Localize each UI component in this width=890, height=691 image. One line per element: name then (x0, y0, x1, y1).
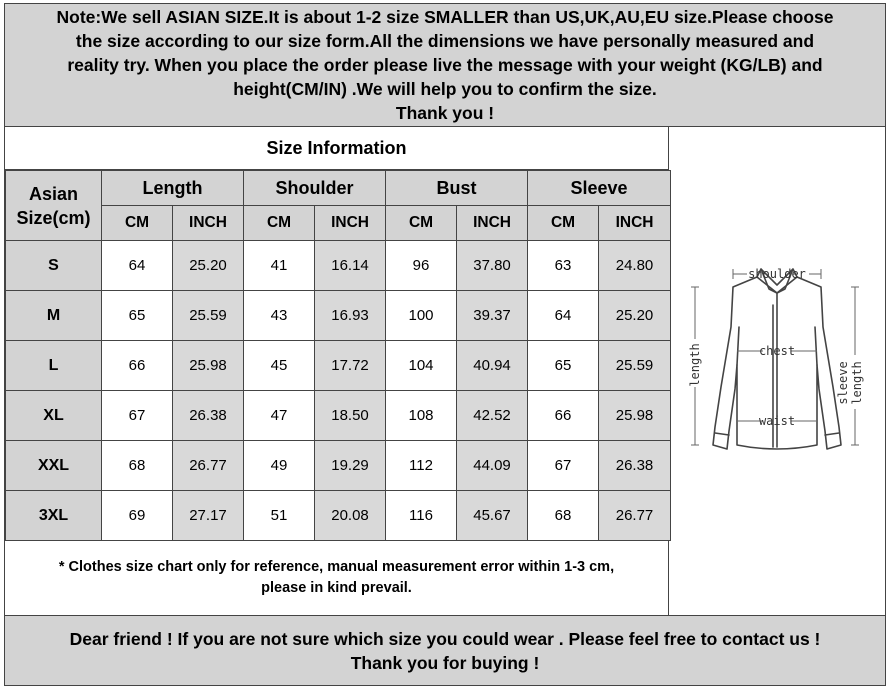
size-table-title: Size Information (5, 127, 669, 170)
note-line: the size according to our size form.All the dimensions we have personally measured and (75, 31, 815, 51)
footnote-line: * Clothes size chart only for reference, manual measurement error within 1-3 cm, (58, 559, 615, 575)
size-value: 27.17 (173, 491, 244, 541)
size-label: XXL (6, 441, 102, 491)
note-line: reality try. When you place the order please live the message with your weight (KG/LB) and (67, 55, 823, 75)
size-value: 25.98 (173, 341, 244, 391)
footnote-line: please in kind prevail. (261, 580, 412, 596)
size-note-banner (5, 4, 885, 127)
size-label: 3XL (6, 491, 102, 541)
size-value: 47 (244, 391, 315, 441)
shirt-measurement-diagram-panel (669, 127, 885, 616)
size-row (6, 241, 671, 291)
size-value: 24.80 (599, 241, 671, 291)
size-value: 25.59 (173, 291, 244, 341)
unit-header: CM (102, 206, 173, 241)
corner-label-line: Size(cm) (16, 207, 91, 228)
size-value: 49 (244, 441, 315, 491)
size-value: 25.20 (173, 241, 244, 291)
size-value: 116 (386, 491, 457, 541)
size-table (5, 170, 671, 541)
size-value: 68 (102, 441, 173, 491)
size-value: 64 (528, 291, 599, 341)
size-value: 16.14 (315, 241, 386, 291)
size-row (6, 391, 671, 441)
size-label: L (6, 341, 102, 391)
size-value: 65 (528, 341, 599, 391)
size-value: 63 (528, 241, 599, 291)
size-value: 100 (386, 291, 457, 341)
asian-size-header (6, 171, 102, 241)
size-value: 25.59 (599, 341, 671, 391)
size-value: 67 (102, 391, 173, 441)
size-value: 66 (102, 341, 173, 391)
bottom-line: Dear friend ! If you are not sure which size you could wear . Please feel free to contact us ! (69, 628, 821, 649)
size-value: 20.08 (315, 491, 386, 541)
length-label: length (688, 343, 702, 387)
size-value: 64 (102, 241, 173, 291)
size-value: 43 (244, 291, 315, 341)
size-value: 96 (386, 241, 457, 291)
note-line: Note:We sell ASIAN SIZE.It is about 1-2 size SMALLER than US,UK,AU,EU size.Please choose (56, 7, 834, 27)
size-value: 67 (528, 441, 599, 491)
size-value: 39.37 (457, 291, 528, 341)
size-value: 17.72 (315, 341, 386, 391)
measurement-footnote (5, 541, 669, 616)
shoulder-label: shoulder (748, 267, 806, 281)
note-line: Thank you ! (395, 103, 495, 123)
size-value: 69 (102, 491, 173, 541)
size-label: M (6, 291, 102, 341)
bottom-line: Thank you for buying ! (350, 652, 540, 673)
size-row (6, 441, 671, 491)
size-value: 42.52 (457, 391, 528, 441)
size-value: 25.98 (599, 391, 671, 441)
sleeve-label: length (850, 361, 864, 405)
size-value: 16.93 (315, 291, 386, 341)
size-value: 18.50 (315, 391, 386, 441)
unit-header: CM (386, 206, 457, 241)
sleeve-label: sleeve (836, 361, 850, 405)
size-value: 51 (244, 491, 315, 541)
size-information-panel (5, 127, 669, 541)
group-header-sleeve: Sleeve (528, 171, 671, 206)
size-value: 26.38 (173, 391, 244, 441)
unit-header-row (6, 206, 671, 241)
size-value: 45.67 (457, 491, 528, 541)
waist-label: waist (758, 414, 796, 428)
size-value: 108 (386, 391, 457, 441)
size-value: 26.38 (599, 441, 671, 491)
contact-us-banner (5, 616, 885, 685)
chest-label: chest (758, 344, 796, 358)
group-header-shoulder: Shoulder (244, 171, 386, 206)
unit-header: INCH (599, 206, 671, 241)
group-header-bust: Bust (386, 171, 528, 206)
group-header-length: Length (102, 171, 244, 206)
unit-header: INCH (457, 206, 528, 241)
size-value: 66 (528, 391, 599, 441)
unit-header: CM (528, 206, 599, 241)
size-value: 40.94 (457, 341, 528, 391)
size-value: 25.20 (599, 291, 671, 341)
unit-header: CM (244, 206, 315, 241)
size-value: 112 (386, 441, 457, 491)
size-value: 44.09 (457, 441, 528, 491)
size-label: S (6, 241, 102, 291)
size-label: XL (6, 391, 102, 441)
shirt-diagram (669, 127, 885, 616)
corner-label-line: Asian (28, 183, 79, 204)
size-row (6, 491, 671, 541)
size-row (6, 341, 671, 391)
size-value: 45 (244, 341, 315, 391)
size-value: 26.77 (173, 441, 244, 491)
size-value: 37.80 (457, 241, 528, 291)
unit-header: INCH (315, 206, 386, 241)
size-value: 68 (528, 491, 599, 541)
size-value: 26.77 (599, 491, 671, 541)
size-value: 41 (244, 241, 315, 291)
size-value: 65 (102, 291, 173, 341)
size-row (6, 291, 671, 341)
note-line: height(CM/IN) .We will help you to confirm the size. (233, 79, 657, 99)
unit-header: INCH (173, 206, 244, 241)
size-value: 104 (386, 341, 457, 391)
size-value: 19.29 (315, 441, 386, 491)
size-table-body (6, 241, 671, 541)
